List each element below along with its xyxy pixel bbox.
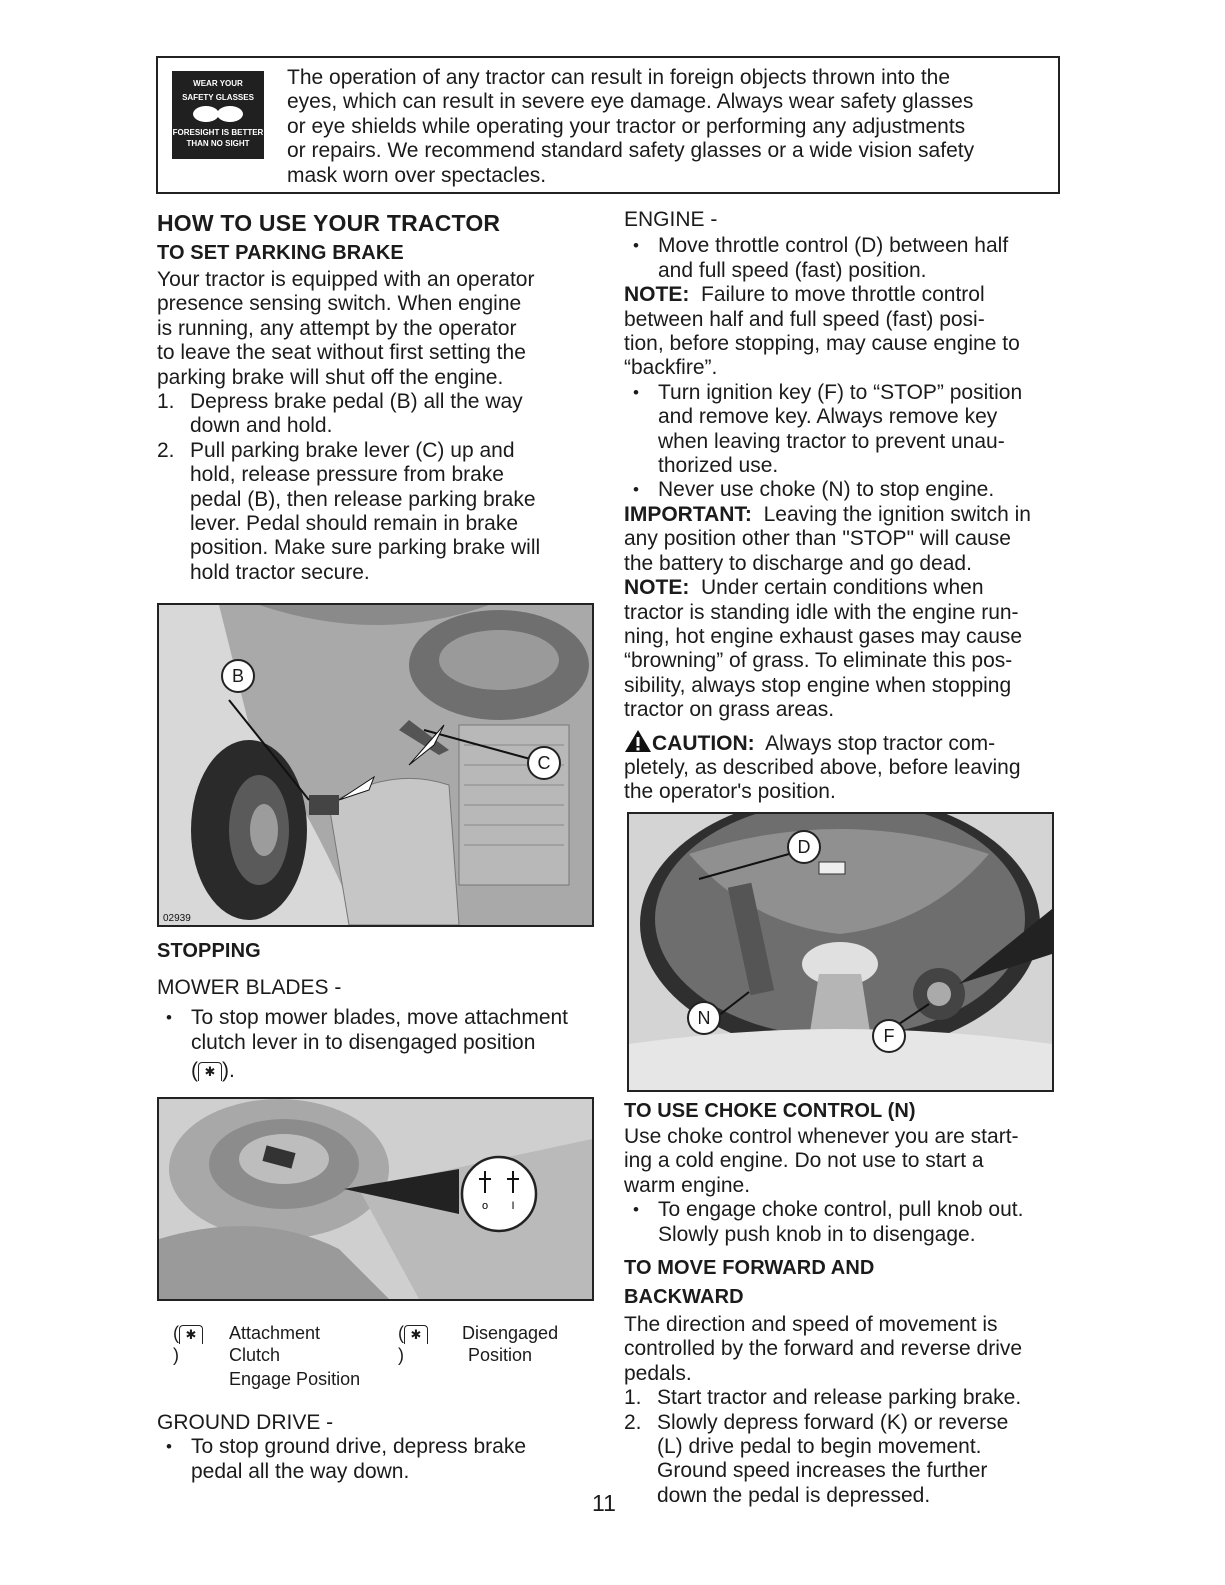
attachment-clutch-figure: [157, 1097, 594, 1301]
text-line: and full speed (fast) position.: [658, 258, 927, 282]
text-line: (L) drive pedal to begin movement.: [657, 1435, 982, 1459]
engine-text: [624, 208, 1064, 805]
text-line: between half and full speed (fast) posi-: [624, 307, 985, 331]
text-line: hold tractor secure.: [190, 560, 370, 584]
list-item: [624, 478, 1064, 502]
text-line: parking brake will shut off the engine.: [157, 365, 504, 389]
list-item: [624, 1386, 1064, 1410]
goggles-icon: [190, 104, 246, 124]
text-line: warm engine.: [624, 1173, 751, 1197]
clutch-disengage-icon: ✱: [198, 1062, 222, 1081]
text-line: any position other than "STOP" will cause: [624, 527, 1011, 551]
engine-controls-figure: [627, 812, 1054, 1092]
caption-line: Attachment: [229, 1323, 321, 1343]
engine-subheading: ENGINE -: [624, 208, 718, 231]
caption-line: Position: [468, 1345, 533, 1365]
text-line: the battery to discharge and go dead.: [624, 551, 972, 575]
list-item: [157, 439, 597, 585]
label-c: C: [527, 746, 561, 780]
text-line: Failure to move throttle control: [701, 283, 985, 307]
warning-line: or repairs. We recommend standard safety glasses or a wide vision safety: [287, 139, 975, 163]
caution-line: [624, 729, 1064, 756]
section-title: HOW TO USE YOUR TRACTOR: [157, 210, 501, 236]
text-line: pedals.: [624, 1361, 692, 1385]
icon-text-line: SAFETY GLASSES: [182, 93, 254, 102]
list-item: [157, 1435, 597, 1484]
bullet: •: [633, 1200, 639, 1220]
text-line: tractor on grass areas.: [624, 698, 835, 722]
text-line: is running, any attempt by the operator: [157, 316, 517, 340]
move-text: [624, 1313, 1064, 1508]
parking-brake-heading: TO SET PARKING BRAKE: [157, 242, 404, 264]
list-item: [157, 1006, 597, 1083]
caution-label: CAUTION:: [652, 731, 755, 755]
text-line: Use choke control whenever you are start-: [624, 1125, 1019, 1148]
text-line: and remove key. Always remove key: [658, 405, 998, 429]
choke-heading: TO USE CHOKE CONTROL (N): [624, 1100, 916, 1122]
text-line: To stop mower blades, move attachment: [191, 1006, 569, 1030]
text-line: pletely, as described above, before leaving: [624, 755, 1021, 779]
bullet: •: [633, 236, 639, 256]
text-line: ( ✱ ).: [191, 1059, 235, 1083]
parking-brake-text: [157, 268, 597, 585]
text-line: Depress brake pedal (B) all the way: [190, 390, 523, 414]
bullet: •: [633, 480, 639, 500]
label-d: D: [787, 830, 821, 864]
text-line: pedal all the way down.: [191, 1459, 410, 1483]
text-line: down the pedal is depressed.: [657, 1483, 931, 1507]
stopping-text: [157, 976, 597, 1084]
text-line: “backfire”.: [624, 356, 718, 380]
text-line: ning, hot engine exhaust gases may cause: [624, 624, 1023, 648]
text-line: tion, before stopping, may cause engine to: [624, 332, 1020, 356]
text-fragment: ).: [222, 1059, 235, 1083]
text-line: Start tractor and release parking brake.: [657, 1386, 1022, 1410]
icon-text-line: THAN NO SIGHT: [186, 139, 250, 148]
text-line: lever. Pedal should remain in brake: [190, 512, 519, 536]
text-line: to leave the seat without first setting the: [157, 341, 526, 365]
list-item: [624, 1411, 1064, 1509]
bullet: •: [633, 382, 639, 402]
bullet: •: [166, 1008, 172, 1028]
text-line: the operator's position.: [624, 780, 836, 804]
text-line: pedal (B), then release parking brake: [190, 487, 536, 511]
text-line: Never use choke (N) to stop engine.: [658, 478, 995, 502]
caption-line: Disengaged: [462, 1323, 559, 1343]
engage-symbol-o: o: [481, 1200, 489, 1212]
heading-line: TO MOVE FORWARD AND: [624, 1257, 875, 1279]
text-line: To engage choke control, pull knob out.: [658, 1198, 1024, 1222]
text-line: hold, release pressure from brake: [190, 463, 504, 487]
caption-line: Engage Position: [229, 1369, 361, 1389]
list-number: 1.: [624, 1386, 642, 1410]
choke-text: [624, 1125, 1064, 1247]
text-line: Turn ignition key (F) to “STOP” position: [658, 380, 1023, 404]
mower-blades-subheading: MOWER BLADES -: [157, 976, 342, 999]
label-f: F: [872, 1019, 906, 1053]
part-number: 02939: [163, 913, 191, 924]
ground-drive-text: [157, 1411, 597, 1484]
text-line: The direction and speed of movement is: [624, 1313, 998, 1336]
list-number: 2.: [624, 1410, 642, 1434]
text-line: “browning” of grass. To eliminate this pos-: [624, 649, 1013, 673]
text-line: Always stop tractor com-: [765, 731, 996, 755]
list-number: 2.: [157, 438, 175, 462]
text-line: Slowly depress forward (K) or reverse: [657, 1410, 1009, 1434]
label-n: N: [687, 1001, 721, 1035]
parking-brake-figure: [157, 603, 594, 927]
list-item: [624, 1198, 1064, 1247]
warning-line: mask worn over spectacles.: [287, 163, 547, 187]
caution-icon: [624, 729, 652, 753]
ground-drive-subheading: GROUND DRIVE -: [157, 1411, 334, 1434]
icon-text-line: WEAR YOUR: [193, 79, 243, 88]
text-line: down and hold.: [190, 414, 333, 438]
heading-line: BACKWARD: [624, 1286, 744, 1308]
text-line: Under certain conditions when: [701, 576, 984, 600]
text-line: To stop ground drive, depress brake: [191, 1435, 527, 1459]
text-line: Pull parking brake lever (C) up and: [190, 438, 515, 462]
disengage-icon: ( ✱): [398, 1322, 428, 1366]
text-line: controlled by the forward and reverse drive: [624, 1337, 1023, 1361]
text-line: Move throttle control (D) between half: [658, 234, 1009, 258]
important-label: IMPORTANT:: [624, 502, 752, 526]
page-number: 11: [592, 1490, 616, 1516]
safety-warning-text: [287, 66, 1057, 188]
warning-line: The operation of any tractor can result in foreign objects thrown into the: [287, 66, 951, 89]
engage-icon: ( ✱): [173, 1322, 203, 1366]
move-heading: [624, 1254, 874, 1312]
text-line: Slowly push knob in to disengage.: [658, 1222, 976, 1246]
text-line: tractor is standing idle with the engine run-: [624, 600, 1019, 624]
text-line: clutch lever in to disengaged position: [191, 1030, 536, 1054]
label-b: B: [221, 659, 255, 693]
bullet: •: [166, 1437, 172, 1457]
text-line: thorized use.: [658, 454, 779, 478]
text-line: when leaving tractor to prevent unau-: [658, 429, 1005, 453]
text-line: position. Make sure parking brake will: [190, 536, 541, 560]
icon-text-line: FORESIGHT IS BETTER: [172, 128, 264, 137]
list-item: [624, 381, 1064, 479]
text-line: sibility, always stop engine when stopping: [624, 673, 1012, 697]
text-line: Your tractor is equipped with an operator: [157, 268, 535, 291]
caption-line: Clutch: [229, 1345, 281, 1365]
text-line: presence sensing switch. When engine: [157, 292, 522, 316]
stopping-heading: STOPPING: [157, 940, 261, 962]
text-line: Leaving the ignition switch in: [763, 502, 1031, 526]
text-line: Ground speed increases the further: [657, 1459, 988, 1483]
disengage-symbol-i: I: [511, 1200, 515, 1212]
note-label: NOTE:: [624, 576, 690, 600]
warning-line: eyes, which can result in severe eye damage. Always wear safety glasses: [287, 90, 974, 114]
list-item: [157, 390, 597, 439]
safety-glasses-icon: [172, 71, 264, 159]
warning-line: or eye shields while operating your tractor or performing any adjustments: [287, 114, 966, 138]
list-number: 1.: [157, 390, 175, 414]
list-item: [624, 234, 1064, 283]
text-line: ing a cold engine. Do not use to start a: [624, 1149, 984, 1173]
note-label: NOTE:: [624, 283, 690, 307]
